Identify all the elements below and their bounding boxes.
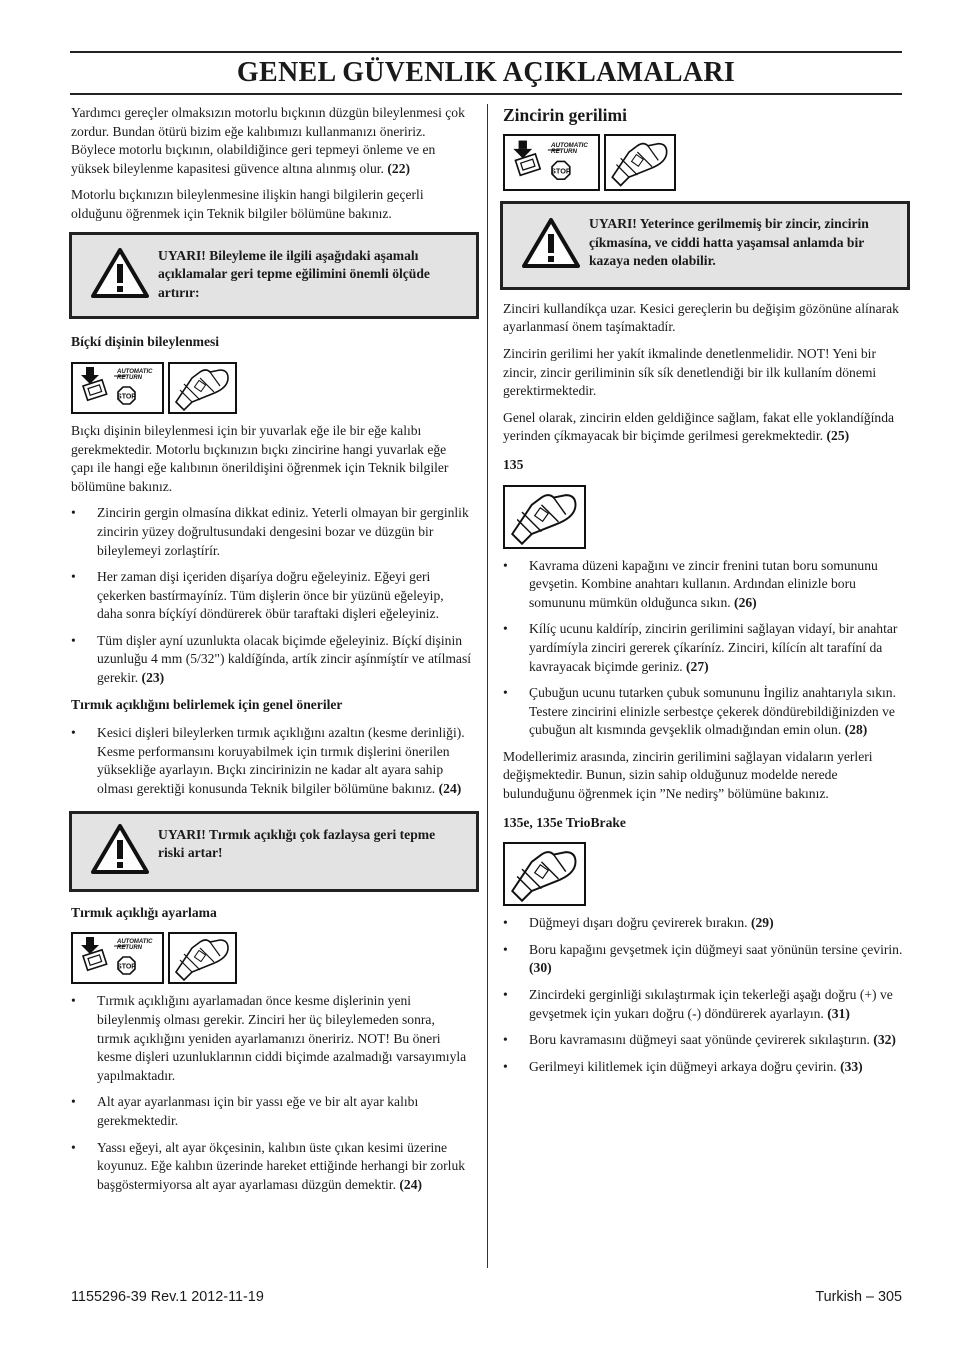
right-column: [503, 104, 903, 1084]
svg-text:AUTOMATIC: AUTOMATIC: [117, 939, 153, 946]
list-item: • Yassı eğeyi, alt ayar ökçesinin, kalıbın üste çıkan kesimi üzerine koyunuz. Eğe kalıbın üzerinde hareket ettiğinde herhangi bir zorluk başgöstermiyorsa alt ayar ayarlaması düzgün demektir. (24): [71, 1139, 471, 1195]
warning-box: [69, 232, 479, 320]
warning-icon: [90, 247, 150, 299]
title-rule: [70, 93, 902, 95]
bullet-list: [71, 724, 471, 798]
svg-text:STOP: STOP: [117, 963, 136, 971]
warning-text: UYARI! Yeterince gerilmemiş bir zincir, zincirin çíkmasína, ve ciddi hatta yaşamsal anlamda bir kazaya neden olabilir.: [589, 216, 869, 269]
subheading: Bíçkí dişinin bileylenmesi: [71, 334, 220, 350]
bullet-list: [71, 992, 471, 1194]
subheading: 135: [503, 456, 524, 472]
list-item: • Çubuğun ucunu tutarken çubuk somununu İngiliz anahtarıyla sıkın. Testere zincirini elinizle serbestçe çekerek döndürebildiğinizden ve çubuğun alt kısmında gevşeklik olmadığından emin olun. (28): [503, 684, 903, 740]
symbol-row: [71, 362, 471, 414]
svg-text:STOP: STOP: [551, 166, 571, 176]
list-item: • Kavrama düzeni kapağını ve zincir frenini tutan boru somununu gevşetin. Kombine anahtarı kullanın. Ardından elinizle boru somununu mümkün olduğunca sıkın. (26): [503, 557, 903, 613]
subheading: Tırmık açıklığı ayarlama: [71, 904, 217, 920]
list-item: • Zincirdeki gerginliği sıkılaştırmak için tekerleği aşağı doğru (+) ve gevşetmek için yukarı doğru (-) döndürerek ayarlayın. (31): [503, 986, 903, 1023]
warning-icon: [521, 217, 581, 269]
list-item: • Kesici dişleri bileylerken tırmık açıklığını azaltın (kesme derinliği). Kesme performansını koruyabilmek için tırmık dişlerini önerilen yüksekliğe ayarlayın. Bıçkı zincirinizin ne kadar alt ayara sahip olması gerektiği konusunda Teknik bilgiler bölümüne bakınız. (24): [71, 724, 471, 798]
subheading: 135e, 135e TrioBrake: [503, 814, 626, 830]
svg-text:RETURN: RETURN: [550, 148, 578, 156]
page-title: GENEL GÜVENLIK AÇIKLAMALARI: [236, 57, 736, 88]
warning-box: [500, 201, 910, 290]
list-item: • Gerilmeyi kilitlemek için düğmeyi arkaya doğru çevirin. (33): [503, 1058, 903, 1077]
svg-text:AUTOMATIC: AUTOMATIC: [117, 368, 153, 375]
list-item: • Kílíç ucunu kaldíríp, zincirin gerilimini sağlayan vidayí, bir anahtar yardímíyla zinciri gererek çíkaríníz. Zinciri, kílícín alt tarafíní da kavrayacak biçimde geriniz. (27): [503, 620, 903, 676]
warning-text: UYARI! Tırmık açıklığı çok fazlaysa geri tepme riski artar!: [158, 826, 436, 861]
svg-text:AUTOMATIC: AUTOMATIC: [550, 141, 588, 149]
list-item: • Her zaman dişi içeriden dişaríya doğru eğeleyiniz. Eğeyi geri çekerken bastírmayíníz. Tüm dişlerin önce bir yüzünü eğeleyip, daha sonra bíçkíyí döndürerek öbür taraftaki dişleri eğeleyiniz.: [71, 568, 471, 624]
bullet-list: [503, 557, 903, 740]
svg-text:RETURN: RETURN: [117, 945, 142, 952]
auto-return-stop-icon: [503, 134, 600, 191]
left-column: [71, 104, 471, 1202]
auto-return-stop-icon: [71, 362, 164, 414]
glove-icon: [168, 932, 237, 984]
auto-return-stop-icon: [71, 932, 164, 984]
list-item: • Alt ayar ayarlanması için bir yassı eğe ve bir alt ayar kalıbı gerekmektedir.: [71, 1093, 471, 1130]
list-item: • Tırmık açıklığını ayarlamadan önce kesme dişlerinin yeni bileylenmiş olması gerekir. Zinciri her üç bileylemeden sonra, tırmık açıklığını yeniden ayarlamanızı öneririz. NOT! Bu öneri kesme dişleri uzunluklarının ciddi biçimde azalmadığı varsayımıyla yapılmaktadır.: [71, 992, 471, 1085]
paragraph: Zinciri kullandíkça uzar. Kesici gereçlerin bu değişim gözönüne alínarak ayarlanmasí önem taşímaktadír.: [503, 300, 899, 335]
column-divider: [487, 104, 488, 1268]
section-heading: Zincirin gerilimi: [503, 105, 627, 125]
list-item: • Zincirin gergin olmasína dikkat ediniz. Yeterli olmayan bir gerginlik zincirin yüzey doğrultusundaki dengesini bozar ve düzgün bir bileylemeyi zorlaştírír.: [71, 504, 471, 560]
svg-text:RETURN: RETURN: [117, 374, 142, 381]
glove-icon: [604, 134, 676, 191]
warning-icon: [90, 823, 150, 875]
list-item: • Boru kapağını gevşetmek için düğmeyi saat yönünün tersine çevirin. (30): [503, 941, 903, 978]
warning-box: [69, 811, 479, 892]
document-number: 1155296-39 Rev.1 2012-11-19: [71, 1289, 264, 1305]
glove-icon: [503, 485, 586, 549]
page-number: Turkish – 305: [815, 1289, 902, 1305]
paragraph: Genel olarak, zincirin elden geldiğince sağlam, fakat elle yoklandíğínda yerinden çíkmayacak bir biçimde gerilmesi gerekmektedir. (25): [503, 409, 895, 444]
top-rule: [70, 51, 902, 53]
paragraph: Motorlu bıçkınızın bileylenmesine ilişkin hangi bilgilerin geçerli olduğunu öğrenmek için Teknik bilgiler bölümüne bakınız.: [71, 187, 424, 221]
list-item: • Boru kavramasını düğmeyi saat yönünde çevirerek sıkılaştırın. (32): [503, 1031, 903, 1050]
symbol-row: [503, 134, 903, 191]
svg-text:STOP: STOP: [117, 393, 136, 401]
symbol-row: [71, 932, 471, 984]
paragraph: Modellerimiz arasında, zincirin gerilimini sağlayan vidaların yerleri değişmektedir. Bunun, sizin sahip olduğunuz modelde nerede bulunduğunu öğrenmek için ”Ne nedirş” bölümüne bakınız.: [503, 748, 873, 802]
paragraph: Bıçkı dişinin bileylenmesi için bir yuvarlak eğe ile bir eğe kalıbı gerekmektedir. Motorlu bıçkınızın bıçkı zincirine hangi yuvarlak eğe çapı ile hangi eğe kalıbının önerildişini öğrenmek için Teknik bilgiler bölümüne bakınız.: [71, 422, 449, 494]
glove-icon: [503, 842, 586, 906]
bullet-list: [503, 914, 903, 1076]
glove-icon: [168, 362, 237, 414]
subheading: Tırmık açıklığını belirlemek için genel öneriler: [71, 696, 343, 712]
paragraph: Yardımcı gereçler olmaksızın motorlu bıçkının düzgün bileylenmesi çok zordur. Bundan ötürü bizim eğe kalıbımızı kullanmanızı öneririz. Böylece motorlu bıçkının, olabildiğince geri tepmeyi önleme ve en yüksek bileylenme kapasitesi güvence altına alınmış olur. (22): [71, 105, 465, 176]
warning-text: UYARI! Bileyleme ile ilgili aşağıdaki aşamalı açıklamalar geri tepme eğilimini önemli ölçüde artırır:: [158, 247, 430, 300]
paragraph: Zincirin gerilimi her yakít ikmalinde denetlenmelidir. NOT! Yeni bir zincir, zincir geriliminin sík sík denetlendiği bir ilk kullaním dönemi gerektirmektedir.: [503, 345, 877, 399]
bullet-list: [71, 504, 471, 687]
list-item: • Düğmeyi dışarı doğru çevirerek bırakın. (29): [503, 914, 903, 933]
list-item: • Tüm dişler ayní uzunlukta olacak biçimde eğeleyiniz. Bíçkí dişinin uzunluğu 4 mm (5/32") kaldíğínda, artík zincir aşínmíştír ve atílmasí gerekir. (23): [71, 632, 471, 688]
